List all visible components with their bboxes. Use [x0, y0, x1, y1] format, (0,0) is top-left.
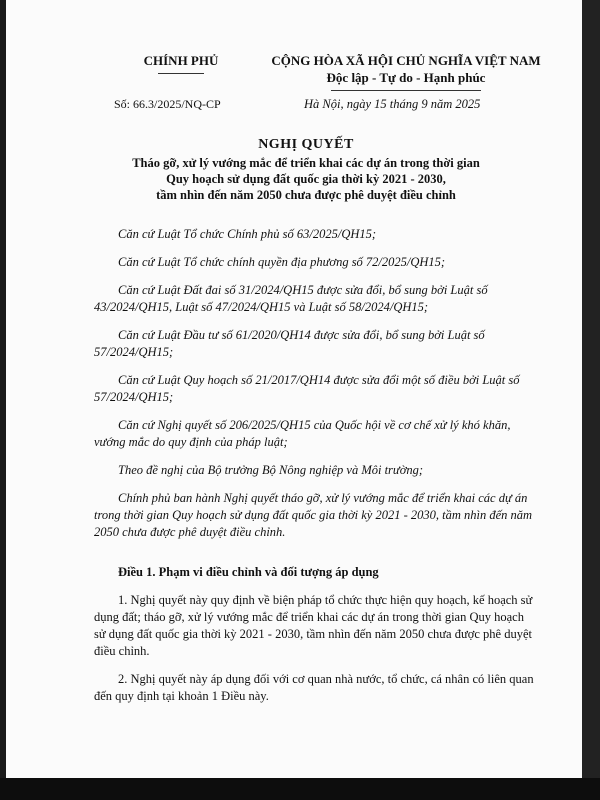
- document-number: Số: 66.3/2025/NQ-CP: [114, 97, 221, 111]
- issuing-agency: [126, 52, 236, 74]
- scan-edge-bottom: [0, 778, 600, 800]
- agency-underline: [158, 73, 204, 74]
- article-1-clause-1: 1. Nghị quyết này quy định về biện pháp tổ chức thực hiện quy hoạch, kế hoạch sử dụng đất; tháo gỡ, xử lý vướng mắc để triển khai các dự án trong thời gian Quy hoạch sử dụng đất quốc gia thời kỳ 2021 - 2030, tầm nhìn đến năm 2050 chưa được phê duyệt điều chỉnh.: [94, 593, 533, 658]
- legal-basis-3: Căn cứ Luật Đất đai số 31/2024/QH15 được sửa đổi, bổ sung bởi Luật số 43/2024/QH15, Luật số 47/2024/QH15 và Luật số 58/2024/QH15;: [94, 283, 488, 314]
- article-1-title: Điều 1. Phạm vi điều chỉnh và đối tượng áp dụng: [118, 565, 379, 579]
- legal-basis-6: Căn cứ Nghị quyết số 206/2025/QH15 của Quốc hội về cơ chế xử lý khó khăn, vướng mắc do quy định của pháp luật;: [94, 418, 511, 449]
- national-heading: [256, 52, 556, 91]
- document-body: [94, 226, 534, 716]
- legal-basis-1: Căn cứ Luật Tổ chức Chính phủ số 63/2025/QH15;: [118, 227, 377, 241]
- legal-basis-4: Căn cứ Luật Đầu tư số 61/2020/QH14 được sửa đổi, bổ sung bởi Luật số 57/2024/QH15;: [94, 328, 485, 359]
- promulgation-statement: Chính phủ ban hành Nghị quyết tháo gỡ, xử lý vướng mắc để triển khai các dự án trong thời gian Quy hoạch sử dụng đất quốc gia thời kỳ 2021 - 2030, tầm nhìn đến năm 2050 chưa được phê duyệt điều chỉnh.: [94, 491, 533, 539]
- document-page: [6, 0, 582, 778]
- motto-underline: [331, 90, 481, 91]
- legal-basis-5: Căn cứ Luật Quy hoạch số 21/2017/QH14 được sửa đổi một số điều bởi Luật số 57/2024/QH15;: [94, 373, 520, 404]
- country-name: CỘNG HÒA XÃ HỘI CHỦ NGHĨA VIỆT NAM: [271, 53, 541, 68]
- national-motto: Độc lập - Tự do - Hạnh phúc: [326, 70, 486, 85]
- title-line-2: Quy hoạch sử dụng đất quốc gia thời kỳ 2021 - 2030,: [166, 172, 446, 186]
- proposal-line: Theo đề nghị của Bộ trưởng Bộ Nông nghiệp và Môi trường;: [118, 463, 424, 477]
- agency-name: CHÍNH PHỦ: [143, 53, 219, 68]
- document-type: NGHỊ QUYẾT: [258, 137, 354, 152]
- title-line-1: Tháo gỡ, xử lý vướng mắc để triển khai các dự án trong thời gian: [132, 156, 480, 170]
- document-title: [66, 137, 546, 203]
- scan-edge-right: [582, 0, 600, 778]
- legal-basis-2: Căn cứ Luật Tổ chức chính quyền địa phương số 72/2025/QH15;: [118, 255, 446, 269]
- article-1-clause-2: 2. Nghị quyết này áp dụng đối với cơ quan nhà nước, tổ chức, cá nhân có liên quan đến quy định tại khoản 1 Điều này.: [94, 672, 534, 703]
- title-line-3: tầm nhìn đến năm 2050 chưa được phê duyệt điều chỉnh: [156, 188, 456, 202]
- place-date: Hà Nội, ngày 15 tháng 9 năm 2025: [304, 97, 481, 111]
